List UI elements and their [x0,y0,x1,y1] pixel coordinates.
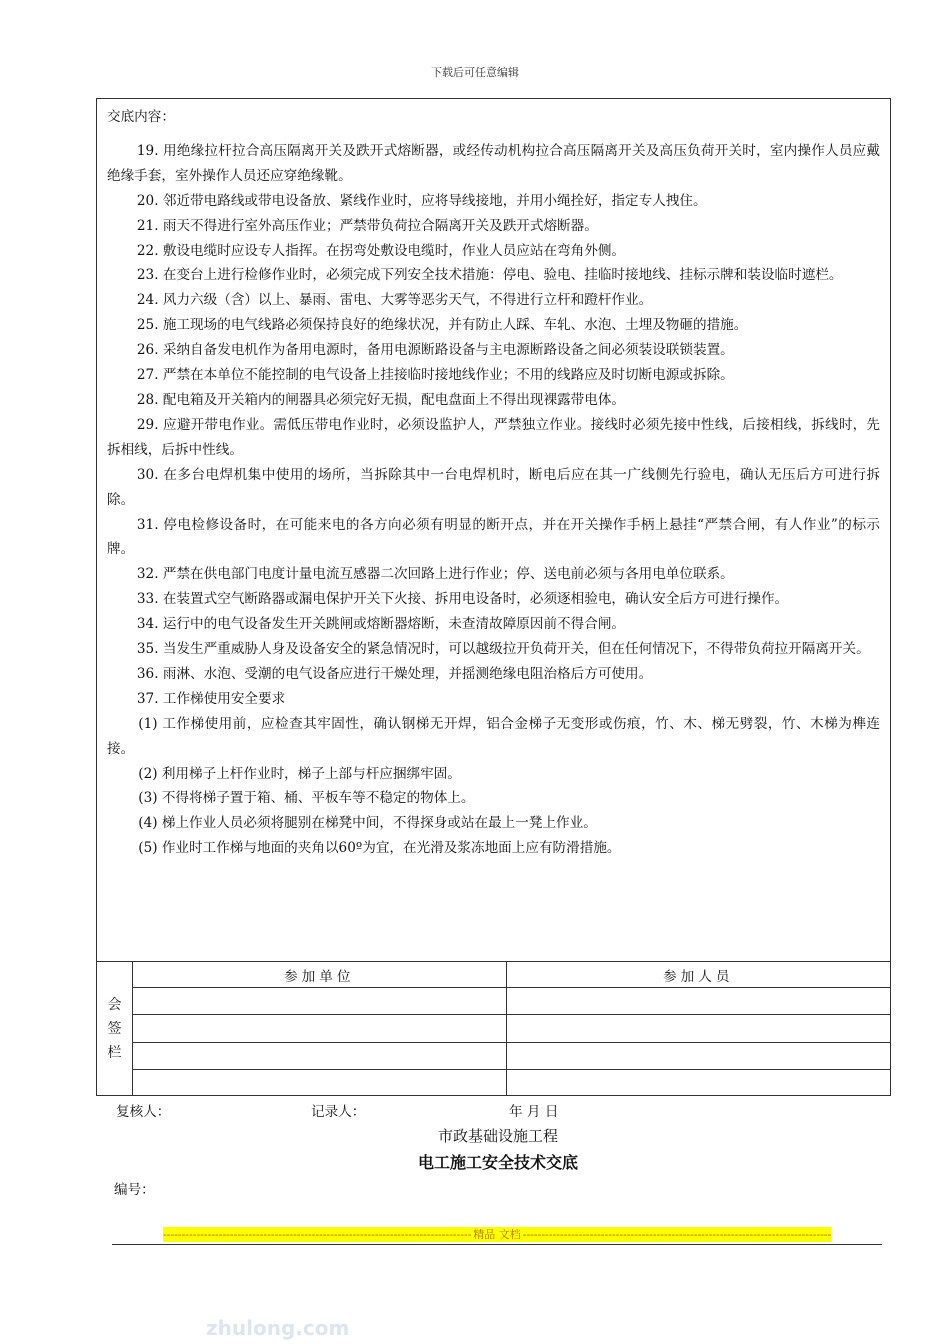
briefing-subitem: (1) 工作梯使用前，应检查其牢固性，确认钢梯无开焊，铝合金梯子无变形或伤痕，竹、木、梯无劈裂，竹、木梯为榫连接。 [107,715,880,757]
watermark: zhulong.com [206,1316,350,1340]
briefing-item: 23. 在变台上进行检修作业时，必须完成下列安全技术措施：停电、验电、挂临时接地线、挂标示牌和装设临时遮栏。 [136,267,843,284]
recorder-label: 记录人： [311,1104,366,1120]
signoff-section [97,961,890,1095]
briefing-item: 21. 雨天不得进行室外高压作业；严禁带负荷拉合隔离开关及跌开式熔断器。 [136,217,598,234]
briefing-item: 26. 采纳自备发电机作为备用电源时，备用电源断路设备与主电源断路设备之间必须装设联锁装置。 [136,342,734,359]
unit-cell[interactable] [133,988,506,1015]
banner-text: 精品 文档 [473,1228,521,1241]
signoff-side-label [97,962,133,1096]
unit-cell[interactable] [133,1042,506,1069]
signoff-row [133,988,890,1015]
briefing-item: 31. 停电检修设备时，在可能来电的各方向必须有明显的断开点，并在开关操作手柄上悬挂“严禁合闸，有人作业”的标示牌。 [107,516,880,558]
briefing-subitem: (3) 不得将梯子置于箱、桶、平板车等不稳定的物体上。 [138,790,475,807]
briefing-item: 33. 在装置式空气断路器或漏电保护开关下火接、拆用电设备时，必须逐相验电，确认安全后方可进行操作。 [136,591,789,608]
briefing-item: 32. 严禁在供电部门电度计量电流互感器二次回路上进行作业；停、送电前必须与各用电单位联系。 [136,566,734,583]
unit-cell[interactable] [133,1015,506,1042]
subitem-list [107,712,880,861]
signoff-row [133,1069,890,1096]
signoff-header-row [133,962,890,988]
briefing-content [97,99,890,959]
content-label: 交底内容： [107,109,175,125]
briefing-subitem: (5) 作业时工作梯与地面的夹角以60º为宜，在光滑及浆冻地面上应有防滑措施。 [138,840,621,857]
briefing-item: 28. 配电箱及开关箱内的闸器具必须完好无损，配电盘面上不得出现裸露带电体。 [136,391,626,408]
page-rule [112,1244,882,1245]
reviewer-label: 复核人： [116,1104,171,1120]
col-participants: 参加人员 [506,962,890,988]
footer-signatures [116,1100,716,1120]
document-number-label: 编号： [114,1182,155,1198]
people-cell[interactable] [506,988,890,1015]
col-participating-unit: 参加单位 [133,962,506,988]
item-list [107,139,880,712]
banner-dashes-left [163,1227,471,1242]
unit-cell[interactable] [133,1069,506,1096]
briefing-item: 35. 当发生严重威胁人身及设备安全的紧急情况时，可以越级拉开负荷开关，但在任何情况下，不得带负荷拉开隔离开关。 [136,641,870,658]
banner-dashes-right [523,1227,831,1242]
signoff-side-text: 会签栏 [107,997,122,1061]
briefing-item: 24. 风力六级（含）以上、暴雨、雷电、大雾等恶劣天气，不得进行立杆和蹬杆作业。 [136,292,653,309]
date-label: 年 月 日 [509,1104,559,1120]
briefing-item: 29. 应避开带电作业。需低压带电作业时，必须设监护人，严禁独立作业。接线时必须先接中性线，后接相线，拆线时，先拆相线，后拆中性线。 [107,416,880,458]
briefing-item: 34. 运行中的电气设备发生开关跳闸或熔断器熔断，未查清故障原因前不得合闸。 [136,616,626,633]
briefing-item: 36. 雨淋、水泡、受潮的电气设备应进行干燥处理，并摇测绝缘电阻治格后方可使用。 [136,665,653,682]
briefing-item: 30. 在多台电焊机集中使用的场所，当拆除其中一台电焊机时，断电后应在其一广线侧先行验电，确认无压后方可进行拆除。 [107,466,880,508]
briefing-item: 25. 施工现场的电气线路必须保持良好的绝缘状况，并有防止人踩、车轧、水泡、土埋及物砸的措施。 [136,317,748,334]
signoff-row [133,1015,890,1042]
briefing-item: 22. 敷设电缆时应设专人指挥。在拐弯处敷设电缆时，作业人员应站在弯角外侧。 [136,242,626,259]
briefing-item: 37. 工作梯使用安全要求 [136,690,286,707]
briefing-item: 27. 严禁在本单位不能控制的电气设备上挂接临时接地线作业；不用的线路应及时切断电源或拆除。 [136,367,734,384]
header-note: 下载后可任意编辑 [431,66,519,79]
briefing-subitem: (4) 梯上作业人员必须将腿别在梯凳中间，不得探身或站在最上一凳上作业。 [138,815,597,832]
briefing-item: 19. 用绝缘拉杆拉合高压隔离开关及跌开式熔断器，或经传动机构拉合高压隔离开关及高压负荷开关时，室内操作人员应戴绝缘手套，室外操作人员还应穿绝缘靴。 [107,142,880,184]
quality-banner [163,1227,831,1242]
briefing-item: 20. 邻近带电路线或带电设备放、紧线作业时，应将导线接地，并用小绳拴好，指定专人拽住。 [136,192,707,209]
document-title: 电工施工安全技术交底 [417,1153,578,1172]
signoff-row [133,1042,890,1069]
briefing-form [96,98,891,1096]
briefing-subitem: (2) 利用梯子上杆作业时，梯子上部与杆应捆绑牢固。 [138,765,461,782]
organization-name: 市政基础设施工程 [437,1127,558,1145]
people-cell[interactable] [506,1042,890,1069]
people-cell[interactable] [506,1069,890,1096]
signoff-table [133,962,890,1096]
people-cell[interactable] [506,1015,890,1042]
